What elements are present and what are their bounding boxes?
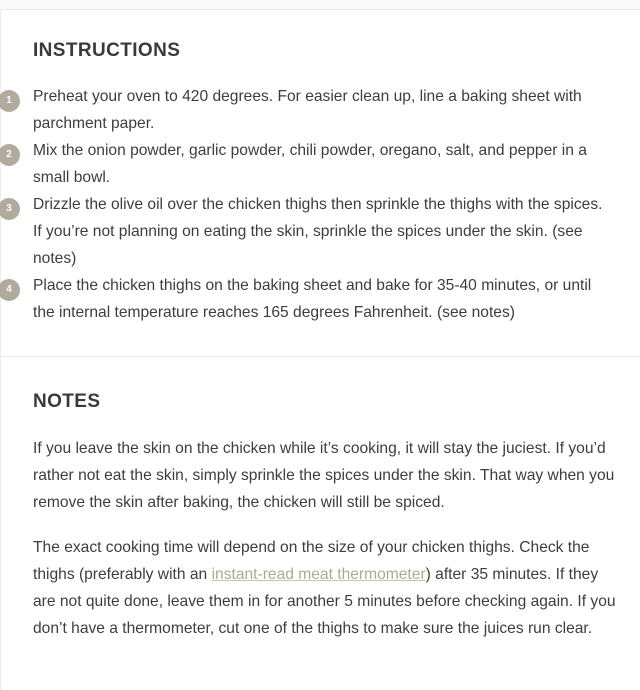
instruction-step-2 xyxy=(0,137,640,191)
instruction-step-4 xyxy=(0,272,640,326)
notes-paragraph-2 xyxy=(33,534,623,642)
top-divider xyxy=(0,0,640,10)
step-number-badge: 4 xyxy=(0,279,20,301)
instructions-heading: INSTRUCTIONS xyxy=(33,40,181,61)
step-text: Place the chicken thighs on the baking sheet and bake for 35-40 minutes, or until the internal temperature reaches 165 degrees Fahrenheit. (see notes) xyxy=(33,277,592,321)
step-number-badge: 1 xyxy=(0,90,20,112)
section-divider xyxy=(0,356,640,357)
thermometer-link[interactable]: instant-read meat thermometer xyxy=(211,566,426,583)
step-text: Preheat your oven to 420 degrees. For easier clean up, line a baking sheet with parchment paper. xyxy=(33,88,582,132)
step-text: Drizzle the olive oil over the chicken thighs then sprinkle the thighs with the spices. If you’re not planning on eating the skin, sprinkle the spices under the skin. (see notes) xyxy=(33,196,603,267)
step-number-badge: 2 xyxy=(0,144,20,166)
notes-paragraph-1: If you leave the skin on the chicken while it’s cooking, it will stay the juciest. If you’d rather not eat the skin, simply sprinkle the spices under the skin. That way when you remove the skin after baking, the chicken will still be spiced. xyxy=(33,440,615,511)
step-number-badge: 3 xyxy=(0,198,20,220)
instructions-list xyxy=(0,83,640,326)
notes-heading: NOTES xyxy=(33,391,101,412)
instruction-step-3 xyxy=(0,191,640,272)
instruction-step-1 xyxy=(0,83,640,137)
step-text: Mix the onion powder, garlic powder, chili powder, oregano, salt, and pepper in a small bowl. xyxy=(33,142,587,186)
notes-text-after-link: ) after 35 minutes. If they are not quite done, leave them in for another 5 minutes before checking again. If you don’t have a thermometer, cut one of the thighs to make sure the juices run clear. xyxy=(33,566,616,637)
notes-text-before-link: The exact cooking time will depend on the size of your chicken thighs. Check the thighs (preferably with an xyxy=(33,539,590,583)
